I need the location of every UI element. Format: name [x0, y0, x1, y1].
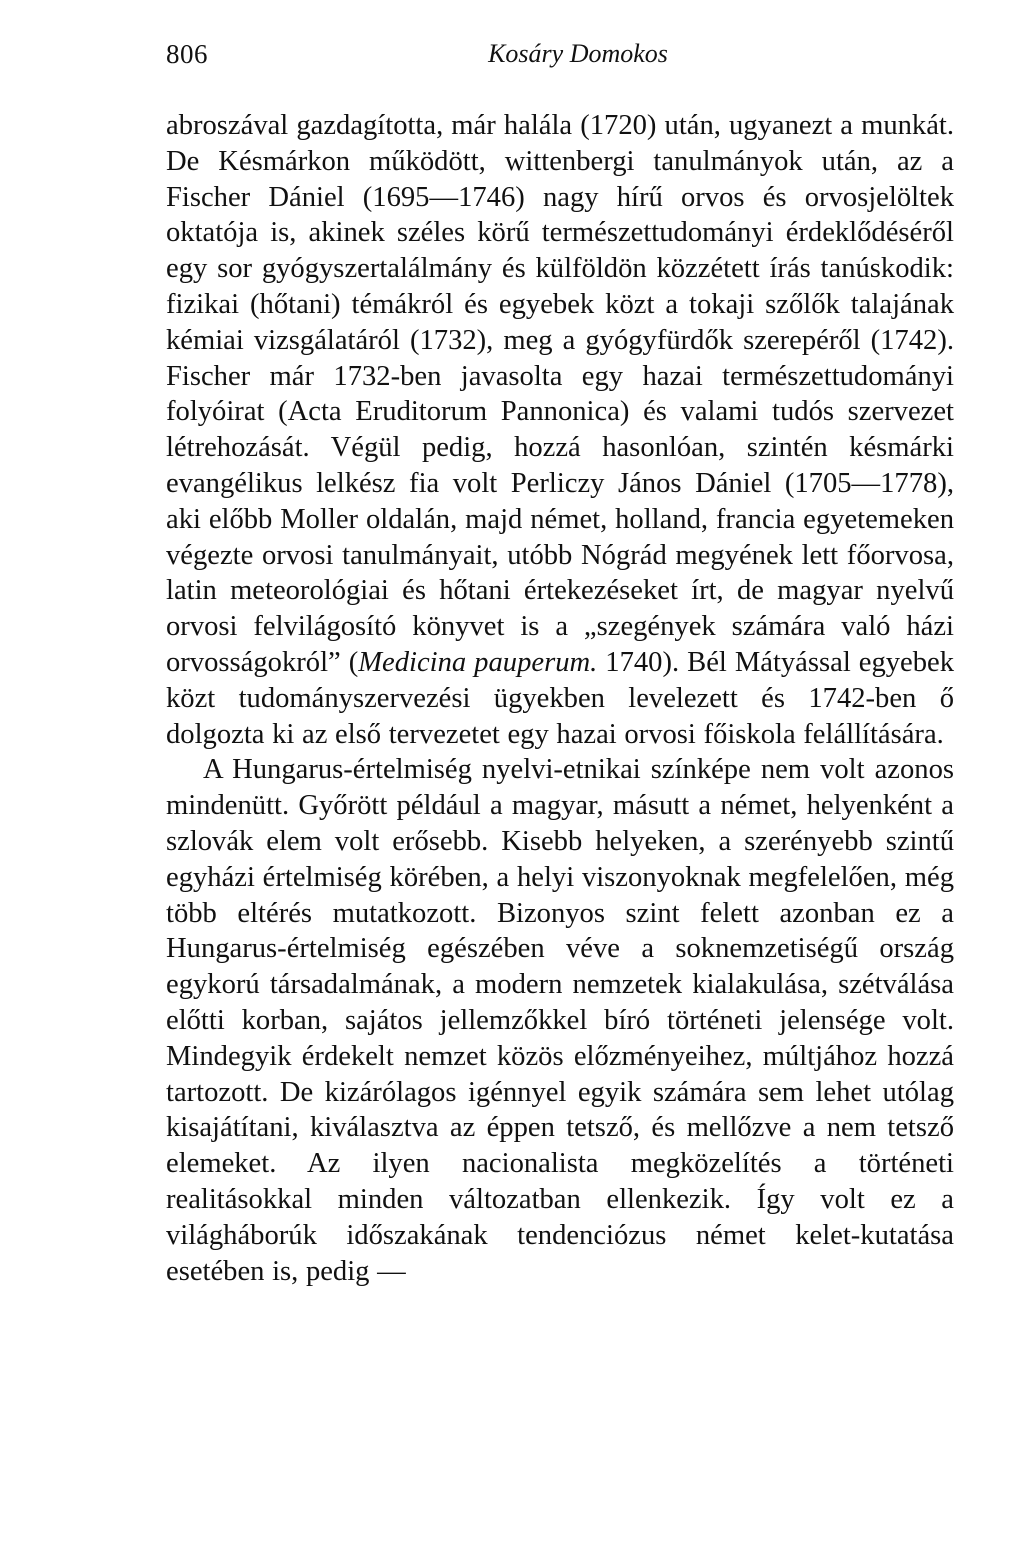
body-text [166, 108, 954, 1289]
italic-book-title: Medicina pauperum. [358, 646, 598, 678]
paragraph-1-text-start: abroszával gazdagította, már halála (1720) után, ugyanezt a munkát. De Késmárkon működött, wittenbergi tanulmányok után, az a Fischer Dániel (1695—1746) nagy hírű orvos és orvosjelöltek oktatója is, akinek széles körű természettudományi érdeklődéséről egy sor gyógyszertalálmány és külföldön közzétett írás tanúskodik: fizikai (hőtani) témákról és egyebek közt a tokaji szőlők talajának kémiai vizsgálatáról (1732), meg a gyógyfürdők szerepéről (1742). Fischer már 1732-ben javasolta egy hazai természettudományi folyóirat (Acta Eruditorum Pannonica) és valami tudós szervezet létrehozását. Végül pedig, hozzá hasonlóan, szintén késmárki evangélikus lelkész fia volt Perliczy János Dániel (1705—1778), aki előbb Moller oldalán, majd német, holland, francia egyetemeken végezte orvosi tanulmányait, utóbb Nógrád megyének lett főorvosa, latin meteorológiai és hőtani értekezéseket írt, de magyar nyelvű orvosi felvilágosító könyvet is a „szegények számára való házi orvosságokról” ( [166, 110, 954, 678]
paragraph-continued [166, 108, 954, 752]
page-number: 806 [166, 39, 208, 69]
paragraph-1-text-end: 1740). Bél Mátyással egyebek közt tudományszervezési ügyekben levelezett és 1742-ben ő dolgozta ki az első tervezetet egy hazai orvosi főiskola felállítására. [166, 646, 955, 750]
page-header [166, 36, 954, 72]
running-head-author: Kosáry Domokos [488, 39, 668, 68]
paragraph-hungarus: A Hungarus-értelmiség nyelvi-etnikai színképe nem volt azonos mindenütt. Győrött például a magyar, másutt a német, helyenként a szlovák elem volt erősebb. Kisebb helyeken, a szerényebb szintű egyházi értelmiség körében, a helyi viszonyoknak megfelelően, még több eltérés mutatkozott. Bizonyos szint felett azonban ez a Hungarus-értelmiség egészében véve a soknemzetiségű ország egykorú társadalmának, a modern nemzetek kialakulása, szétválása előtti korban, sajátos jellemzőkkel bíró történeti jelensége volt. Mindegyik érdekelt nemzet közös előzményeihez, múltjához hozzá tartozott. De kizárólagos igénnyel egyik számára sem lehet utólag kisajátítani, kiválasztva az éppen tetsző, és mellőzve a nem tetsző elemeket. Az ilyen nacionalista megközelítés a történeti realitásokkal minden változatban ellenkezik. Így volt ez a világháborúk időszakának tendenciózus német kelet-kutatása esetében is, pedig — [166, 754, 954, 1287]
